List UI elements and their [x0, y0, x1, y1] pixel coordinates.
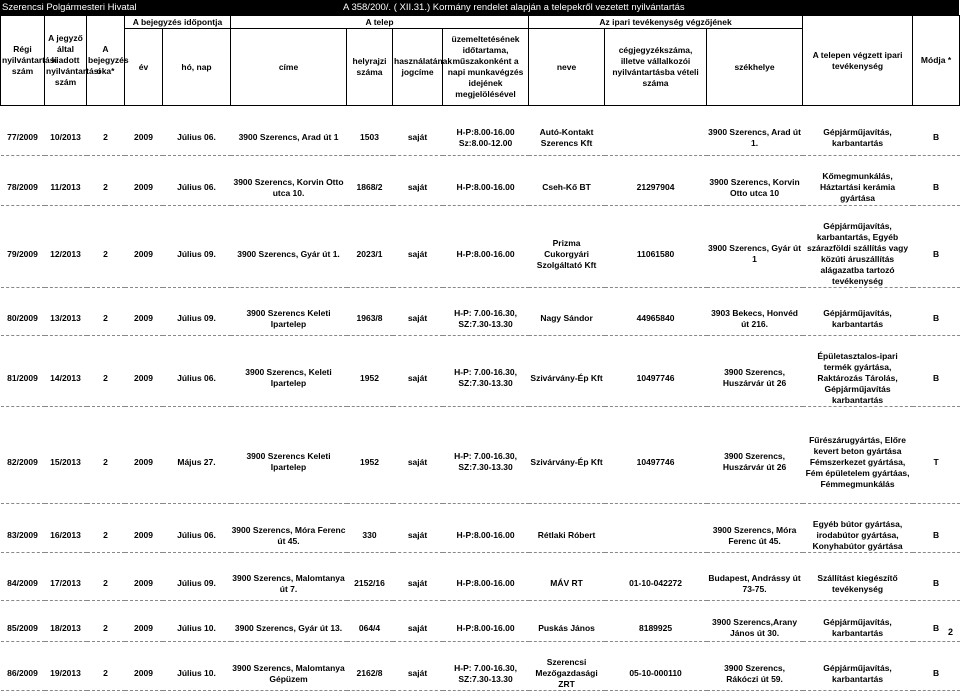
cell-ev: 2009 [125, 351, 163, 407]
cell-honap: Május 27. [163, 422, 231, 504]
cell-regi: 80/2009 [1, 303, 45, 335]
cell-ev: 2009 [125, 303, 163, 335]
row-spacer [1, 288, 960, 304]
cell-cim: 3900 Szerencs, Gyár út 13. [231, 616, 347, 642]
cell-nev: Puskás János [529, 616, 605, 642]
cell-cim: 3900 Szerencs, Keleti Ipartelep [231, 351, 347, 407]
cell-cim: 3900 Szerencs, Malomtanya út 7. [231, 568, 347, 600]
cell-nev: Szivárvány-Ép Kft [529, 351, 605, 407]
table-row [1, 422, 960, 504]
cell-szekhely: 3903 Bekecs, Honvéd út 216. [707, 303, 803, 335]
cell-szekhely: 3900 Szerencs, Huszárvár út 26 [707, 422, 803, 504]
cell-cim: 3900 Szerencs, Móra Ferenc út 45. [231, 519, 347, 553]
cell-jogcim: saját [393, 616, 443, 642]
cell-nev: Prizma Cukorgyári Szolgáltató Kft [529, 221, 605, 288]
cell-szekhely: 3900 Szerencs, Korvin Otto utca 10 [707, 171, 803, 206]
cell-regi: 78/2009 [1, 171, 45, 206]
cell-jogcim: saját [393, 121, 443, 155]
cell-honap: Július 06. [163, 171, 231, 206]
cell-ido: H-P:8.00-16.00 Sz:8.00-12.00 [443, 121, 529, 155]
cell-szam: 18/2013 [45, 616, 87, 642]
cell-mod: B [913, 568, 960, 600]
col-cegj: cégjegyzékszáma, illetve vállalkozói nyilvántartásba vételi száma [605, 29, 707, 106]
cell-ok: 2 [87, 351, 125, 407]
cell-szekhely: 3900 Szerencs, Gyár út 1 [707, 221, 803, 288]
cell-honap: Július 06. [163, 351, 231, 407]
cell-ido: H-P: 7.00-16.30, SZ:7.30-13.30 [443, 303, 529, 335]
cell-honap: Július 10. [163, 657, 231, 691]
row-spacer [1, 155, 960, 171]
table-row [1, 519, 960, 553]
cell-ido: H-P: 7.00-16.30, SZ:7.30-13.30 [443, 351, 529, 407]
col-regi: Régi nyilvántartási szám [1, 16, 45, 106]
cell-jogcim: saját [393, 171, 443, 206]
cell-honap: Július 10. [163, 616, 231, 642]
cell-jogcim: saját [393, 351, 443, 407]
cell-cim: 3900 Szerencs Keleti Ipartelep [231, 422, 347, 504]
cell-cegj: 44965840 [605, 303, 707, 335]
cell-ev: 2009 [125, 221, 163, 288]
cell-cegj [605, 121, 707, 155]
cell-szam: 15/2013 [45, 422, 87, 504]
table-row [1, 121, 960, 155]
header-group-row [1, 16, 960, 29]
cell-nev: Autó-Kontakt Szerencs Kft [529, 121, 605, 155]
cell-tev: Épületasztalos-ipari termék gyártása, Raktározás Tárolás, Gépjárműjavítás karbantartás [803, 351, 913, 407]
cell-mod: B [913, 221, 960, 288]
cell-ok: 2 [87, 422, 125, 504]
row-spacer [1, 335, 960, 351]
cell-ev: 2009 [125, 568, 163, 600]
cell-mod: B [913, 657, 960, 691]
cell-tev: Gépjárműjavítás, karbantartás, Egyéb szárazföldi szállítás vagy közúti áruszállítás alágazatba tartozó tevékenység [803, 221, 913, 288]
cell-mod: T [913, 422, 960, 504]
cell-ok: 2 [87, 519, 125, 553]
cell-hrsz: 1952 [347, 422, 393, 504]
cell-cegj: 10497746 [605, 351, 707, 407]
cell-ok: 2 [87, 657, 125, 691]
cell-cim: 3900 Szerencs, Arad út 1 [231, 121, 347, 155]
cell-szam: 19/2013 [45, 657, 87, 691]
cell-jogcim: saját [393, 303, 443, 335]
col-ok: A bejegyzés oka* [87, 16, 125, 106]
cell-hrsz: 1868/2 [347, 171, 393, 206]
row-spacer [1, 106, 960, 122]
cell-szam: 12/2013 [45, 221, 87, 288]
cell-hrsz: 1963/8 [347, 303, 393, 335]
cell-ido: H-P:8.00-16.00 [443, 568, 529, 600]
cell-regi: 82/2009 [1, 422, 45, 504]
cell-ev: 2009 [125, 121, 163, 155]
cell-ev: 2009 [125, 616, 163, 642]
row-spacer [1, 406, 960, 422]
cell-nev: MÁV RT [529, 568, 605, 600]
row-spacer [1, 206, 960, 222]
cell-hrsz: 2162/8 [347, 657, 393, 691]
cell-regi: 81/2009 [1, 351, 45, 407]
table-row [1, 171, 960, 206]
col-honap: hó, nap [163, 29, 231, 106]
cell-cegj: 11061580 [605, 221, 707, 288]
cell-honap: Július 06. [163, 519, 231, 553]
cell-szam: 13/2013 [45, 303, 87, 335]
cell-ido: H-P:8.00-16.00 [443, 171, 529, 206]
cell-ok: 2 [87, 121, 125, 155]
cell-mod: B [913, 121, 960, 155]
cell-nev: Rétlaki Róbert [529, 519, 605, 553]
cell-mod: B [913, 351, 960, 407]
cell-cegj: 10497746 [605, 422, 707, 504]
cell-honap: Július 09. [163, 303, 231, 335]
cell-hrsz: 330 [347, 519, 393, 553]
cell-cim: 3900 Szerencs Keleti Ipartelep [231, 303, 347, 335]
col-tev: A telepen végzett ipari tevékenység [803, 16, 913, 106]
cell-regi: 85/2009 [1, 616, 45, 642]
group-telep: A telep [231, 16, 529, 29]
col-ido: üzemeltetésének időtartama, műszakonként a napi munkavégzés idejének megjelölésével [443, 29, 529, 106]
row-spacer [1, 642, 960, 658]
cell-ev: 2009 [125, 422, 163, 504]
cell-cegj: 21297904 [605, 171, 707, 206]
cell-jogcim: saját [393, 519, 443, 553]
cell-hrsz: 2152/16 [347, 568, 393, 600]
cell-tev: Egyéb bútor gyártása, irodabútor gyártása, Konyhabútor gyártása [803, 519, 913, 553]
cell-cim: 3900 Szerencs, Malomtanya Gépüzem [231, 657, 347, 691]
cell-szam: 11/2013 [45, 171, 87, 206]
cell-szekhely: 3900 Szerencs, Arad út 1. [707, 121, 803, 155]
row-spacer [1, 600, 960, 616]
cell-ido: H-P:8.00-16.00 [443, 221, 529, 288]
cell-jogcim: saját [393, 657, 443, 691]
row-spacer [1, 504, 960, 520]
header-office-name: Szerencsi Polgármesteri Hivatal [2, 2, 137, 13]
cell-tev: Kőmegmunkálás, Háztartási kerámia gyártása [803, 171, 913, 206]
page-header-bar [0, 0, 959, 15]
cell-jogcim: saját [393, 422, 443, 504]
cell-ok: 2 [87, 568, 125, 600]
cell-cegj: 8189925 [605, 616, 707, 642]
cell-ido: H-P:8.00-16.00 [443, 616, 529, 642]
table-row [1, 568, 960, 600]
cell-regi: 83/2009 [1, 519, 45, 553]
table-row [1, 657, 960, 691]
cell-regi: 77/2009 [1, 121, 45, 155]
col-nev: neve [529, 29, 605, 106]
cell-ok: 2 [87, 171, 125, 206]
cell-jogcim: saját [393, 221, 443, 288]
cell-tev: Gépjárműjavítás, karbantartás [803, 657, 913, 691]
cell-mod: B [913, 303, 960, 335]
cell-ev: 2009 [125, 657, 163, 691]
cell-tev: Gépjárműjavítás, karbantartás [803, 616, 913, 642]
cell-ido: H-P: 7.00-16.30, SZ:7.30-13.30 [443, 422, 529, 504]
cell-hrsz: 1503 [347, 121, 393, 155]
cell-tev: Gépjárműjavítás, karbantartás [803, 303, 913, 335]
registry-table [0, 15, 960, 691]
row-spacer [1, 553, 960, 569]
group-bejegyzes: A bejegyzés időpontja [125, 16, 231, 29]
cell-regi: 79/2009 [1, 221, 45, 288]
cell-mod: B [913, 519, 960, 553]
cell-ok: 2 [87, 221, 125, 288]
cell-honap: Július 06. [163, 121, 231, 155]
cell-honap: Július 09. [163, 221, 231, 288]
cell-szam: 17/2013 [45, 568, 87, 600]
cell-hrsz: 1952 [347, 351, 393, 407]
table-row [1, 351, 960, 407]
cell-jogcim: saját [393, 568, 443, 600]
cell-nev: Cseh-Kő BT [529, 171, 605, 206]
cell-ok: 2 [87, 616, 125, 642]
cell-szam: 14/2013 [45, 351, 87, 407]
cell-nev: Nagy Sándor [529, 303, 605, 335]
table-row [1, 303, 960, 335]
cell-ido: H-P: 7.00-16.30, SZ:7.30-13.30 [443, 657, 529, 691]
cell-cegj: 05-10-000110 [605, 657, 707, 691]
cell-tev: Fűrészárugyártás, Előre kevert beton gyártása Fémszerkezet gyártása, Fém épületelem gyártáas, Fémmegmunkálás [803, 422, 913, 504]
cell-szekhely: 3900 Szerencs,Arany János út 30. [707, 616, 803, 642]
table-row [1, 616, 960, 642]
cell-tev: Szállítást kiegészítő tevékenység [803, 568, 913, 600]
cell-nev: Szivárvány-Ép Kft [529, 422, 605, 504]
cell-ev: 2009 [125, 519, 163, 553]
cell-cim: 3900 Szerencs, Korvin Otto utca 10. [231, 171, 347, 206]
cell-honap: Július 09. [163, 568, 231, 600]
col-szekhely: székhelye [707, 29, 803, 106]
cell-hrsz: 2023/1 [347, 221, 393, 288]
cell-szam: 10/2013 [45, 121, 87, 155]
group-ipari: Az ipari tevékenység végzőjének [529, 16, 803, 29]
col-jogcim: használatának jogcíme [393, 29, 443, 106]
cell-hrsz: 064/4 [347, 616, 393, 642]
cell-szekhely: 3900 Szerencs, Rákóczi út 59. [707, 657, 803, 691]
cell-ido: H-P:8.00-16.00 [443, 519, 529, 553]
cell-cegj [605, 519, 707, 553]
cell-ev: 2009 [125, 171, 163, 206]
col-szam: A jegyző által kiadott nyilvántartási szám [45, 16, 87, 106]
cell-nev: Szerencsi Mezőgazdasági ZRT [529, 657, 605, 691]
cell-szekhely: Budapest, Andrássy út 73-75. [707, 568, 803, 600]
cell-cegj: 01-10-042272 [605, 568, 707, 600]
col-hrsz: helyrajzi száma [347, 29, 393, 106]
cell-regi: 84/2009 [1, 568, 45, 600]
table-row [1, 221, 960, 288]
cell-mod: B [913, 616, 960, 642]
cell-regi: 86/2009 [1, 657, 45, 691]
cell-szekhely: 3900 Szerencs, Móra Ferenc út 45. [707, 519, 803, 553]
cell-mod: B [913, 171, 960, 206]
col-ev: év [125, 29, 163, 106]
cell-ok: 2 [87, 303, 125, 335]
col-mod: Módja * [913, 16, 960, 106]
cell-tev: Gépjárműjavítás, karbantartás [803, 121, 913, 155]
cell-szam: 16/2013 [45, 519, 87, 553]
page-number: 2 [947, 627, 953, 637]
header-regulation: A 358/200/. ( XII.31.) Kormány rendelet alapján a telepekről vezetett nyilvántartás [343, 2, 685, 13]
cell-cim: 3900 Szerencs, Gyár út 1. [231, 221, 347, 288]
col-cim: címe [231, 29, 347, 106]
cell-szekhely: 3900 Szerencs, Huszárvár út 26 [707, 351, 803, 407]
